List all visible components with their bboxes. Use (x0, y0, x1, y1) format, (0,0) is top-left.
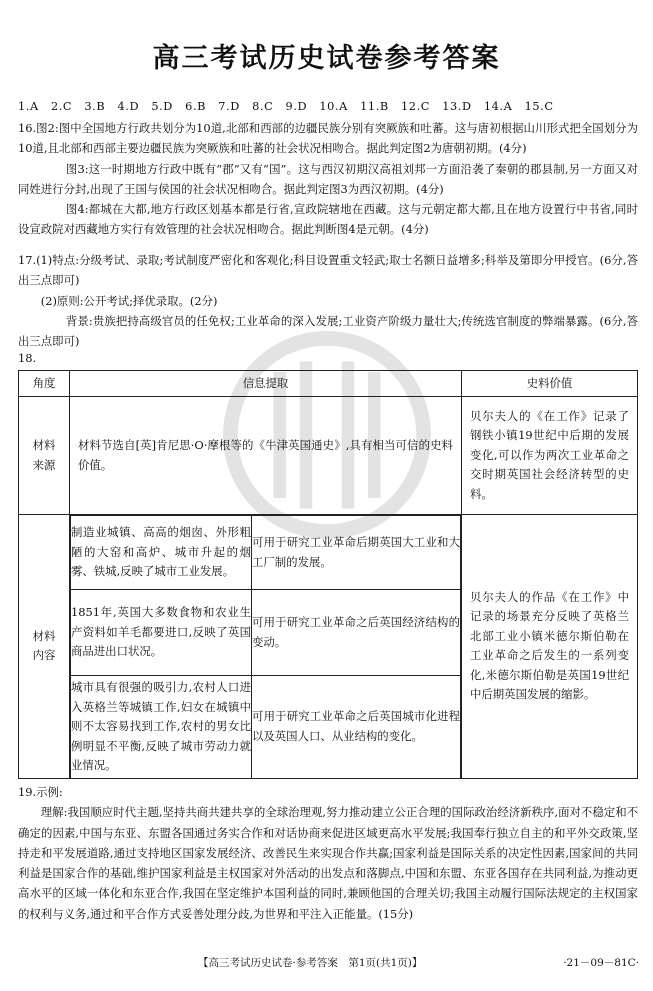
header-value: 史料价值 (462, 371, 638, 397)
header-angle: 角度 (19, 371, 70, 397)
table-row (71, 676, 461, 778)
content-info: 制造业城镇、高高的烟囱、外形粗陋的大窑和高炉、城市升起的烟雾、铁城,反映了城市工业发展。 (71, 516, 252, 590)
content-subtable (70, 515, 461, 778)
table-row (71, 516, 461, 590)
answer-item: 14.A (483, 100, 513, 113)
q19-paragraph: 理解:我国顺应时代主题,坚持共商共建共享的全球治理观,努力推动建立公正合理的国际政治经济新秩序,面对不稳定和不确定的因素,中国与东亚、东盟各国通过务实合作和对话协商来促进区域更高水平发展;我国奉行独立自主的和平外交政策,坚持走和平发展道路,通过支持地区国家发展经济、改善民生来实现合作共赢;国家利益是国际关系的决定性因素,国家间的共同利益是国家合作的基础,维护国家利益是主权国家对外活动的出发点和落脚点,中国和东盟、东亚各国存在共同利益,为推动更高水平的区域一体化和东亚合作,我国在坚定维护本国利益的同时,兼顾他国的合理关切;我国主动履行国际法规定的主权国家的权利与义务,通过和平合作方式妥善处理分歧,为世界和平注入正能量。(15分) (18, 805, 638, 921)
q16-paragraph: 图4:都城在大都,地方行政区划基本都是行省,宣政院辖地在西藏。这与元朝定都大都,且在地方设置行中书省,同时设宣政院对西藏地方实行有效管理的社会状况相吻合。据此判断图4是元朝。(4分) (18, 202, 638, 237)
answer-item: 6.B (185, 100, 207, 113)
question-19-answer (18, 782, 638, 924)
question-18-number: 18. (18, 351, 37, 365)
q16-paragraph: 16.图2:图中全国地方行政共划分为10道,北部和西部的边疆民族分别有突厥族和吐蕃。这与唐初根据山川形式把全国划分为10道,且北部和西部主要边疆民族为突厥族和吐蕃的社会状况相吻合。据此判定图2为唐朝初期。(4分) (18, 121, 638, 156)
page-title: 高三考试历史试卷参考答案 (152, 43, 501, 74)
answer-item: 8.C (252, 100, 274, 113)
content-info: 1851年,英国大多数食物和农业生产资料如羊毛都要进口,反映了英国商品进出口状况。 (71, 590, 252, 676)
angle-content: 材料内容 (19, 515, 70, 779)
answer-item: 10.A (319, 100, 348, 113)
content-use: 可用于研究工业革命之后英国经济结构的变动。 (252, 590, 461, 676)
answer-item: 15.C (524, 100, 554, 113)
table-row-content (19, 515, 638, 779)
answer-item: 5.D (151, 100, 173, 113)
content-use: 可用于研究工业革命后期英国大工业和大工厂制的发展。 (252, 516, 461, 590)
footer-label: 【高三考试历史试卷·参考答案 第1页(共1页)】 (198, 957, 423, 969)
footer-code: ·21－09－81C· (563, 957, 639, 969)
q17-paragraph: 17.(1)特点:分级考试、录取;考试制度严密化和客观化;科目设置重文轻武;取士名额日益增多;科举及第即分甲授官。(6分,答出三点即可) (18, 253, 638, 288)
angle-source: 材料来源 (19, 397, 70, 515)
historical-source-table (18, 370, 638, 779)
answer-item: 13.D (442, 100, 472, 113)
source-value: 贝尔夫人的《在工作》记录了钢铁小镇19世纪中后期的发展变化,可以作为两次工业革命之交时期英国社会经济转型的史料。 (462, 397, 638, 515)
answer-item: 3.B (84, 100, 106, 113)
header-info: 信息提取 (70, 371, 462, 397)
content-use: 可用于研究工业革命之后英国城市化进程以及英国人口、从业结构的变化。 (252, 676, 461, 778)
answer-item: 7.D (218, 100, 240, 113)
answer-item: 11.B (360, 100, 389, 113)
q17-paragraph: (2)原则:公开考试;择优录取。(2分) (40, 293, 218, 308)
q19-heading: 19.示例: (18, 785, 63, 799)
answer-item: 4.D (117, 100, 140, 113)
content-info-cell (70, 515, 462, 779)
answer-item: 12.C (401, 100, 431, 113)
table-header-row (19, 371, 638, 397)
q17-paragraph: 背景:贵族把持高级官员的任免权;工业革命的深入发展;工业资产阶级力量壮大;传统选官制度的弊端暴露。(6分,答出三点即可) (18, 313, 638, 349)
content-value: 贝尔夫人的作品《在工作》中记录的场景充分反映了英格兰北部工业小镇米德尔斯伯勒在工业革命之后发生的一系列变化,米德尔斯伯勒是英国19世纪中后期英国发展的缩影。 (462, 515, 638, 779)
answer-item: 2.C (50, 100, 73, 113)
answer-item: 1.A (18, 100, 39, 113)
question-17-answer (18, 250, 638, 351)
question-16-answer (18, 118, 638, 240)
source-info: 材料节选自[英]肯尼思·O·摩根等的《牛津英国通史》,具有相当可信的史料价值。 (70, 397, 462, 515)
table-row (71, 590, 461, 676)
table-row-source (19, 397, 638, 515)
content-info: 城市具有很强的吸引力,农村人口进入英格兰等城镇工作,妇女在城镇中则不太容易找到工作,农村的男女比例明显不平衡,反映了城市劳动力就业情况。 (71, 676, 252, 778)
q16-paragraph: 图3:这一时期地方行政中既有“郡”又有“国”。这与西汉初期汉高祖刘邦一方面沿袭了秦朝的郡县制,另一方面又对同姓进行分封,出现了王国与侯国的社会状况相吻合。据此判定图3为西汉初期。(4分) (18, 161, 638, 196)
answer-item: 9.D (285, 100, 308, 113)
multiple-choice-answers (18, 100, 562, 113)
